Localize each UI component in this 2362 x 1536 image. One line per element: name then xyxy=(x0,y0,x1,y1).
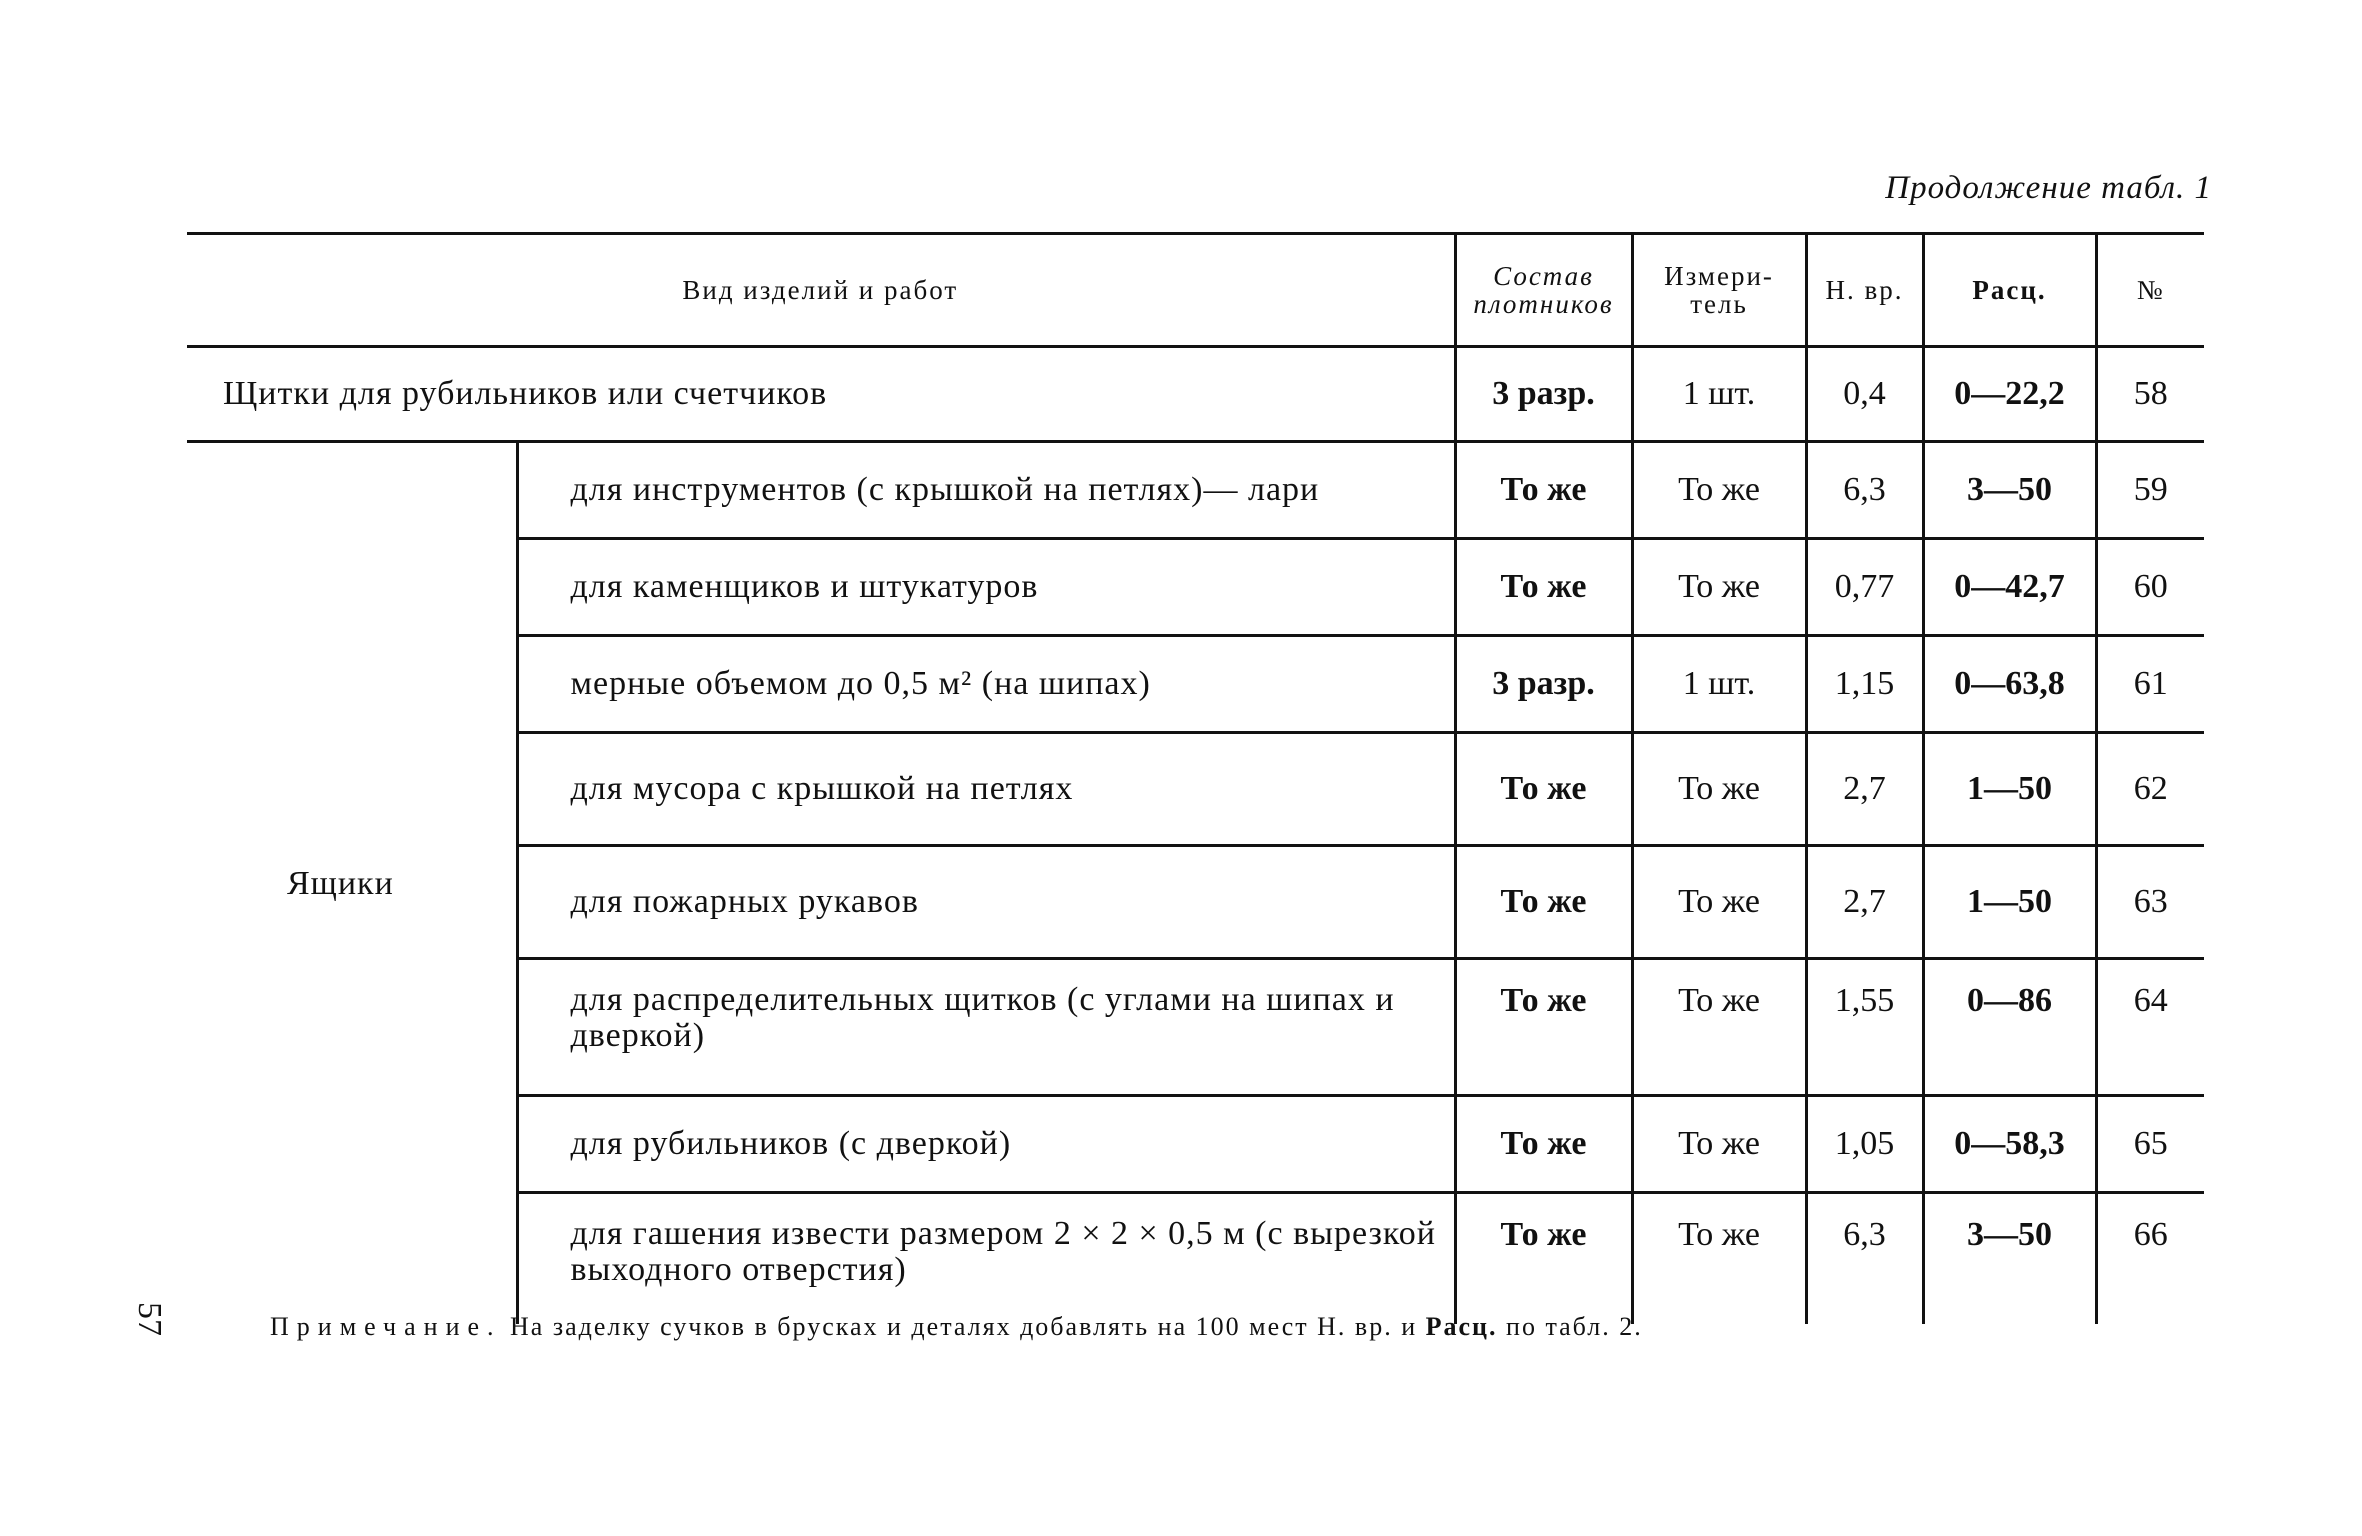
row-crew: То же xyxy=(1455,846,1632,959)
note-text-1: На заделку сучков в брусках и деталях добавлять на 100 мест Н. вр. и xyxy=(510,1312,1418,1341)
row-time: 0,77 xyxy=(1806,539,1923,636)
row-unit: 1 шт. xyxy=(1632,347,1806,442)
page-number: 57 xyxy=(131,1302,168,1336)
row-crew: То же xyxy=(1455,442,1632,539)
row-time: 2,7 xyxy=(1806,733,1923,846)
row-rate: 0—42,7 xyxy=(1923,539,2096,636)
row-description: для мусора с крышкой на петлях xyxy=(517,733,1455,846)
table-header-row xyxy=(187,234,2204,347)
table-row xyxy=(187,442,2204,539)
table-row xyxy=(187,347,2204,442)
row-rate: 1—50 xyxy=(1923,733,2096,846)
row-description: для пожарных рукавов xyxy=(517,846,1455,959)
row-time: 6,3 xyxy=(1806,442,1923,539)
row-number: 66 xyxy=(2096,1193,2204,1325)
row-number: 58 xyxy=(2096,347,2204,442)
column-header-number: № xyxy=(2096,234,2204,347)
row-number: 65 xyxy=(2096,1096,2204,1193)
row-time: 0,4 xyxy=(1806,347,1923,442)
group-label: Ящики xyxy=(287,864,394,902)
row-description: мерные объемом до 0,5 м² (на шипах) xyxy=(517,636,1455,733)
norms-table xyxy=(187,232,2204,1324)
row-number: 64 xyxy=(2096,959,2204,1096)
row-rate: 0—63,8 xyxy=(1923,636,2096,733)
column-header-unit: Измери- тель xyxy=(1632,234,1806,347)
column-header-rate: Расц. xyxy=(1923,234,2096,347)
row-number: 62 xyxy=(2096,733,2204,846)
row-time: 6,3 xyxy=(1806,1193,1923,1325)
note-text-2: по табл. 2. xyxy=(1506,1312,1643,1341)
row-unit: То же xyxy=(1632,959,1806,1096)
row-unit: То же xyxy=(1632,846,1806,959)
row-crew: То же xyxy=(1455,959,1632,1096)
row-crew: 3 разр. xyxy=(1455,347,1632,442)
row-description: для распределительных щитков (с углами на шипах и дверкой) xyxy=(517,959,1455,1096)
row-unit: То же xyxy=(1632,539,1806,636)
row-rate: 0—58,3 xyxy=(1923,1096,2096,1193)
row-time: 1,05 xyxy=(1806,1096,1923,1193)
row-crew: То же xyxy=(1455,733,1632,846)
row-unit: То же xyxy=(1632,442,1806,539)
note-label: Примечание. xyxy=(270,1312,502,1341)
row-crew: То же xyxy=(1455,1096,1632,1193)
row-description: для гашения извести размером 2 × 2 × 0,5 м (с вырезкой выходного отверстия) xyxy=(517,1193,1455,1325)
row-rate: 3—50 xyxy=(1923,442,2096,539)
row-unit: То же xyxy=(1632,1096,1806,1193)
row-unit: 1 шт. xyxy=(1632,636,1806,733)
row-description: для рубильников (с дверкой) xyxy=(517,1096,1455,1193)
note-bold: Расц. xyxy=(1425,1312,1498,1341)
column-header-work: Вид изделий и работ xyxy=(187,234,1455,347)
row-number: 60 xyxy=(2096,539,2204,636)
column-header-crew: Состав плотников xyxy=(1455,234,1632,347)
row-crew: То же xyxy=(1455,539,1632,636)
row-number: 63 xyxy=(2096,846,2204,959)
footnote xyxy=(270,1312,1643,1342)
row-description: для инструментов (с крышкой на петлях)— лари xyxy=(517,442,1455,539)
row-rate: 0—22,2 xyxy=(1923,347,2096,442)
row-number: 59 xyxy=(2096,442,2204,539)
row-unit: То же xyxy=(1632,1193,1806,1325)
row-crew: 3 разр. xyxy=(1455,636,1632,733)
row-crew: То же xyxy=(1455,1193,1632,1325)
row-time: 2,7 xyxy=(1806,846,1923,959)
row-rate: 3—50 xyxy=(1923,1193,2096,1325)
row-unit: То же xyxy=(1632,733,1806,846)
row-time: 1,55 xyxy=(1806,959,1923,1096)
table-continuation-label: Продолжение табл. 1 xyxy=(1885,170,2212,206)
column-header-time: Н. вр. xyxy=(1806,234,1923,347)
row-rate: 0—86 xyxy=(1923,959,2096,1096)
row-rate: 1—50 xyxy=(1923,846,2096,959)
row-description: Щитки для рубильников или счетчиков xyxy=(187,347,1455,442)
row-description: для каменщиков и штукатуров xyxy=(517,539,1455,636)
row-number: 61 xyxy=(2096,636,2204,733)
row-time: 1,15 xyxy=(1806,636,1923,733)
